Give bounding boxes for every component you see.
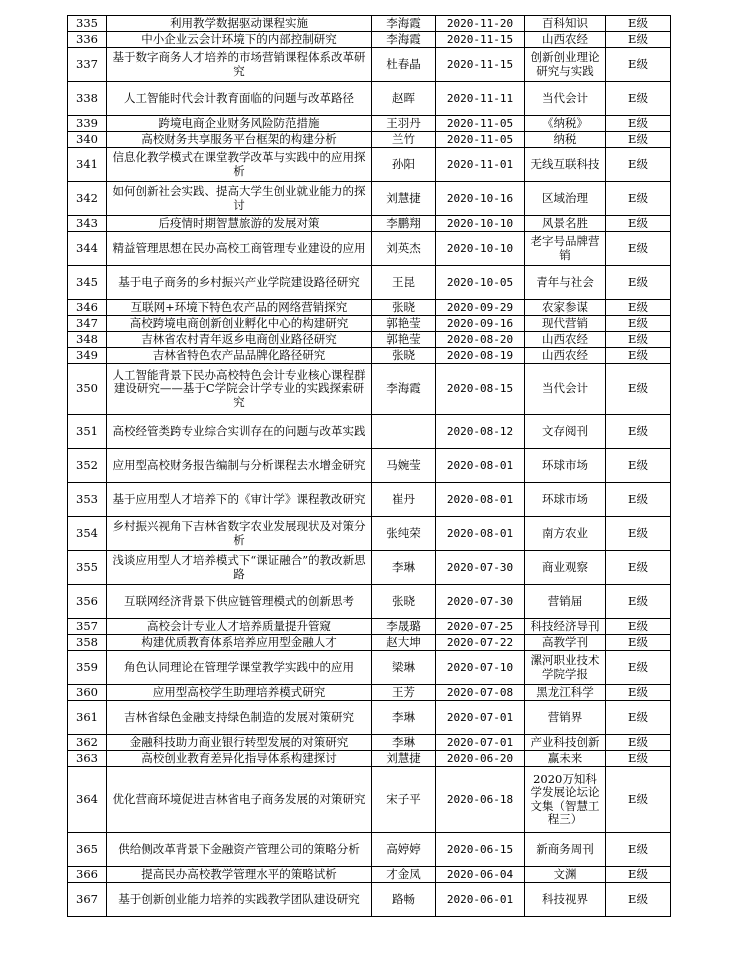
cell-number: 339 [68, 116, 107, 132]
cell-level: E级 [606, 182, 671, 216]
cell-title: 高校跨境电商创新创业孵化中心的构建研究 [107, 316, 372, 332]
cell-title: 吉林省特色农产品品牌化路径研究 [107, 348, 372, 364]
cell-date: 2020-07-30 [436, 551, 525, 585]
cell-author: 李琳 [372, 735, 436, 751]
cell-level: E级 [606, 651, 671, 685]
cell-author: 崔丹 [372, 483, 436, 517]
cell-title: 供给侧改革背景下金融资产管理公司的策略分析 [107, 833, 372, 867]
cell-level: E级 [606, 415, 671, 449]
cell-title: 利用教学数据驱动课程实施 [107, 16, 372, 32]
cell-title: 吉林省绿色金融支持绿色制造的发展对策研究 [107, 701, 372, 735]
cell-author: 梁琳 [372, 651, 436, 685]
cell-number: 348 [68, 332, 107, 348]
cell-number: 367 [68, 883, 107, 917]
cell-number: 338 [68, 82, 107, 116]
cell-date: 2020-08-01 [436, 517, 525, 551]
cell-title: 吉林省农村青年返乡电商创业路径研究 [107, 332, 372, 348]
cell-date: 2020-11-05 [436, 116, 525, 132]
cell-journal: 现代营销 [525, 316, 606, 332]
cell-date: 2020-07-25 [436, 619, 525, 635]
cell-level: E级 [606, 685, 671, 701]
cell-number: 364 [68, 767, 107, 833]
cell-journal: 南方农业 [525, 517, 606, 551]
table-row [68, 415, 671, 449]
table-row [68, 483, 671, 517]
table-row [68, 767, 671, 833]
cell-level: E级 [606, 619, 671, 635]
cell-author: 张纯荣 [372, 517, 436, 551]
table-row [68, 16, 671, 32]
cell-number: 347 [68, 316, 107, 332]
cell-author: 刘慧捷 [372, 751, 436, 767]
cell-journal: 高教学刊 [525, 635, 606, 651]
cell-journal: 农家参谋 [525, 300, 606, 316]
cell-author: 李琳 [372, 551, 436, 585]
cell-number: 340 [68, 132, 107, 148]
table-row [68, 619, 671, 635]
cell-date: 2020-08-01 [436, 449, 525, 483]
table-row [68, 316, 671, 332]
cell-level: E级 [606, 348, 671, 364]
cell-date: 2020-06-01 [436, 883, 525, 917]
cell-author: 郭艳莹 [372, 316, 436, 332]
table-row [68, 364, 671, 415]
cell-author: 李鹏翔 [372, 216, 436, 232]
cell-level: E级 [606, 16, 671, 32]
cell-date: 2020-07-22 [436, 635, 525, 651]
cell-author: 李海霞 [372, 32, 436, 48]
cell-level: E级 [606, 517, 671, 551]
cell-journal: 山西农经 [525, 332, 606, 348]
cell-date: 2020-08-12 [436, 415, 525, 449]
cell-journal: 山西农经 [525, 32, 606, 48]
cell-level: E级 [606, 148, 671, 182]
cell-date: 2020-06-18 [436, 767, 525, 833]
cell-author: 王羽丹 [372, 116, 436, 132]
cell-journal: 文渊 [525, 867, 606, 883]
cell-journal: 百科知识 [525, 16, 606, 32]
cell-title: 乡村振兴视角下吉林省数字农业发展现状及对策分析 [107, 517, 372, 551]
cell-title: 应用型高校财务报告编制与分析课程去水增金研究 [107, 449, 372, 483]
table-row [68, 635, 671, 651]
table-row [68, 551, 671, 585]
cell-level: E级 [606, 82, 671, 116]
table-row [68, 182, 671, 216]
cell-title: 提高民办高校教学管理水平的策略试析 [107, 867, 372, 883]
cell-number: 360 [68, 685, 107, 701]
cell-level: E级 [606, 132, 671, 148]
cell-date: 2020-07-08 [436, 685, 525, 701]
cell-journal: 营销届 [525, 585, 606, 619]
publication-table [67, 15, 671, 917]
cell-journal: 纳税 [525, 132, 606, 148]
table-row [68, 348, 671, 364]
publication-table-body [68, 16, 671, 917]
cell-date: 2020-06-20 [436, 751, 525, 767]
cell-journal: 当代会计 [525, 82, 606, 116]
table-row [68, 216, 671, 232]
cell-date: 2020-10-16 [436, 182, 525, 216]
cell-date: 2020-07-01 [436, 735, 525, 751]
cell-number: 366 [68, 867, 107, 883]
cell-number: 336 [68, 32, 107, 48]
cell-journal: 漯河职业技术学院学报 [525, 651, 606, 685]
cell-number: 335 [68, 16, 107, 32]
cell-number: 355 [68, 551, 107, 585]
cell-level: E级 [606, 767, 671, 833]
cell-date: 2020-11-05 [436, 132, 525, 148]
cell-author: 赵大坤 [372, 635, 436, 651]
table-row [68, 300, 671, 316]
cell-journal: 商业观察 [525, 551, 606, 585]
cell-level: E级 [606, 551, 671, 585]
table-row [68, 685, 671, 701]
cell-author: 杜春晶 [372, 48, 436, 82]
cell-number: 349 [68, 348, 107, 364]
cell-author: 李琳 [372, 701, 436, 735]
cell-title: 高校财务共享服务平台框架的构建分析 [107, 132, 372, 148]
cell-author: 张晓 [372, 348, 436, 364]
cell-number: 342 [68, 182, 107, 216]
cell-title: 基于创新创业能力培养的实践教学团队建设研究 [107, 883, 372, 917]
table-row [68, 833, 671, 867]
cell-number: 356 [68, 585, 107, 619]
cell-number: 362 [68, 735, 107, 751]
cell-journal: 山西农经 [525, 348, 606, 364]
cell-journal: 营销界 [525, 701, 606, 735]
cell-title: 高校创业教育差异化指导体系构建探讨 [107, 751, 372, 767]
cell-journal: 文存阅刊 [525, 415, 606, 449]
cell-number: 354 [68, 517, 107, 551]
cell-title: 互联网+环境下特色农产品的网络营销探究 [107, 300, 372, 316]
table-row [68, 883, 671, 917]
cell-journal: 无线互联科技 [525, 148, 606, 182]
cell-number: 345 [68, 266, 107, 300]
cell-journal: 2020万知科学发展论坛论文集（智慧工程三） [525, 767, 606, 833]
cell-title: 金融科技助力商业银行转型发展的对策研究 [107, 735, 372, 751]
table-row [68, 32, 671, 48]
cell-level: E级 [606, 300, 671, 316]
table-row [68, 232, 671, 266]
cell-date: 2020-06-04 [436, 867, 525, 883]
cell-title: 人工智能背景下民办高校特色会计专业核心课程群建设研究——基于C学院会计学专业的实践探索研究 [107, 364, 372, 415]
cell-date: 2020-07-01 [436, 701, 525, 735]
cell-author: 张晓 [372, 585, 436, 619]
cell-title: 高校经管类跨专业综合实训存在的问题与改革实践 [107, 415, 372, 449]
cell-date: 2020-06-15 [436, 833, 525, 867]
cell-journal: 产业科技创新 [525, 735, 606, 751]
cell-journal: 黑龙江科学 [525, 685, 606, 701]
table-row [68, 82, 671, 116]
cell-number: 346 [68, 300, 107, 316]
cell-level: E级 [606, 32, 671, 48]
cell-date: 2020-07-30 [436, 585, 525, 619]
cell-author: 孙阳 [372, 148, 436, 182]
cell-author: 马婉莹 [372, 449, 436, 483]
cell-level: E级 [606, 635, 671, 651]
cell-author: 郭艳莹 [372, 332, 436, 348]
cell-journal: 科技视界 [525, 883, 606, 917]
cell-journal: 创新创业理论研究与实践 [525, 48, 606, 82]
table-row [68, 701, 671, 735]
cell-number: 353 [68, 483, 107, 517]
cell-level: E级 [606, 216, 671, 232]
cell-author: 高婷婷 [372, 833, 436, 867]
cell-level: E级 [606, 751, 671, 767]
cell-date: 2020-09-29 [436, 300, 525, 316]
table-row [68, 266, 671, 300]
cell-date: 2020-11-15 [436, 48, 525, 82]
cell-title: 互联网经济背景下供应链管理模式的创新思考 [107, 585, 372, 619]
cell-title: 精益管理思想在民办高校工商管理专业建设的应用 [107, 232, 372, 266]
cell-title: 浅谈应用型人才培养模式下“课证融合”的教改新思路 [107, 551, 372, 585]
cell-journal: 环球市场 [525, 483, 606, 517]
cell-title: 跨境电商企业财务风险防范措施 [107, 116, 372, 132]
cell-number: 344 [68, 232, 107, 266]
cell-date: 2020-11-01 [436, 148, 525, 182]
table-row [68, 517, 671, 551]
cell-number: 352 [68, 449, 107, 483]
table-row [68, 132, 671, 148]
cell-level: E级 [606, 232, 671, 266]
table-row [68, 449, 671, 483]
cell-title: 基于数字商务人才培养的市场营销课程体系改革研究 [107, 48, 372, 82]
cell-level: E级 [606, 364, 671, 415]
table-row [68, 148, 671, 182]
cell-date: 2020-08-15 [436, 364, 525, 415]
table-row [68, 735, 671, 751]
cell-title: 基于应用型人才培养下的《审计学》课程教改研究 [107, 483, 372, 517]
cell-date: 2020-10-10 [436, 232, 525, 266]
cell-journal: 赢未来 [525, 751, 606, 767]
cell-author: 刘慧捷 [372, 182, 436, 216]
cell-level: E级 [606, 449, 671, 483]
cell-number: 363 [68, 751, 107, 767]
table-row [68, 651, 671, 685]
cell-author: 宋子平 [372, 767, 436, 833]
cell-date: 2020-09-16 [436, 316, 525, 332]
cell-author: 王芳 [372, 685, 436, 701]
cell-level: E级 [606, 332, 671, 348]
cell-level: E级 [606, 867, 671, 883]
cell-author: 张晓 [372, 300, 436, 316]
cell-journal: 当代会计 [525, 364, 606, 415]
cell-date: 2020-11-15 [436, 32, 525, 48]
cell-title: 角色认同理论在管理学课堂教学实践中的应用 [107, 651, 372, 685]
cell-journal: 老字号品牌营销 [525, 232, 606, 266]
table-row [68, 116, 671, 132]
cell-number: 358 [68, 635, 107, 651]
cell-journal: 青年与社会 [525, 266, 606, 300]
cell-title: 高校会计专业人才培养质量提升管窥 [107, 619, 372, 635]
cell-journal: 科技经济导刊 [525, 619, 606, 635]
cell-journal: 新商务周刊 [525, 833, 606, 867]
cell-date: 2020-11-11 [436, 82, 525, 116]
cell-level: E级 [606, 483, 671, 517]
cell-author: 才金凤 [372, 867, 436, 883]
table-row [68, 48, 671, 82]
cell-level: E级 [606, 266, 671, 300]
cell-number: 365 [68, 833, 107, 867]
cell-date: 2020-11-20 [436, 16, 525, 32]
cell-author: 兰竹 [372, 132, 436, 148]
cell-number: 343 [68, 216, 107, 232]
cell-level: E级 [606, 701, 671, 735]
cell-journal: 环球市场 [525, 449, 606, 483]
cell-date: 2020-07-10 [436, 651, 525, 685]
cell-title: 中小企业云会计环境下的内部控制研究 [107, 32, 372, 48]
cell-date: 2020-08-01 [436, 483, 525, 517]
table-row [68, 867, 671, 883]
cell-number: 350 [68, 364, 107, 415]
cell-date: 2020-10-05 [436, 266, 525, 300]
cell-level: E级 [606, 316, 671, 332]
cell-level: E级 [606, 48, 671, 82]
cell-date: 2020-10-10 [436, 216, 525, 232]
cell-level: E级 [606, 833, 671, 867]
cell-author: 李海霞 [372, 16, 436, 32]
cell-journal: 《纳税》 [525, 116, 606, 132]
cell-level: E级 [606, 585, 671, 619]
cell-title: 信息化教学模式在课堂教学改革与实践中的应用探析 [107, 148, 372, 182]
cell-number: 351 [68, 415, 107, 449]
cell-title: 基于电子商务的乡村振兴产业学院建设路径研究 [107, 266, 372, 300]
cell-number: 357 [68, 619, 107, 635]
cell-level: E级 [606, 116, 671, 132]
table-row [68, 751, 671, 767]
cell-number: 337 [68, 48, 107, 82]
cell-date: 2020-08-19 [436, 348, 525, 364]
cell-title: 应用型高校学生助理培养模式研究 [107, 685, 372, 701]
cell-title: 构建优质教育体系培养应用型金融人才 [107, 635, 372, 651]
cell-title: 人工智能时代会计教育面临的问题与改革路径 [107, 82, 372, 116]
cell-number: 359 [68, 651, 107, 685]
cell-level: E级 [606, 883, 671, 917]
cell-journal: 区域治理 [525, 182, 606, 216]
cell-title: 如何创新社会实践、提高大学生创业就业能力的探讨 [107, 182, 372, 216]
cell-date: 2020-08-20 [436, 332, 525, 348]
cell-author: 王昆 [372, 266, 436, 300]
cell-title: 后疫情时期智慧旅游的发展对策 [107, 216, 372, 232]
cell-number: 361 [68, 701, 107, 735]
cell-author: 李晟璐 [372, 619, 436, 635]
cell-title: 优化营商环境促进吉林省电子商务发展的对策研究 [107, 767, 372, 833]
cell-level: E级 [606, 735, 671, 751]
table-row [68, 332, 671, 348]
cell-author: 赵晖 [372, 82, 436, 116]
cell-author: 李海霞 [372, 364, 436, 415]
cell-author: 路畅 [372, 883, 436, 917]
cell-author [372, 415, 436, 449]
table-row [68, 585, 671, 619]
cell-number: 341 [68, 148, 107, 182]
cell-journal: 风景名胜 [525, 216, 606, 232]
cell-author: 刘英杰 [372, 232, 436, 266]
